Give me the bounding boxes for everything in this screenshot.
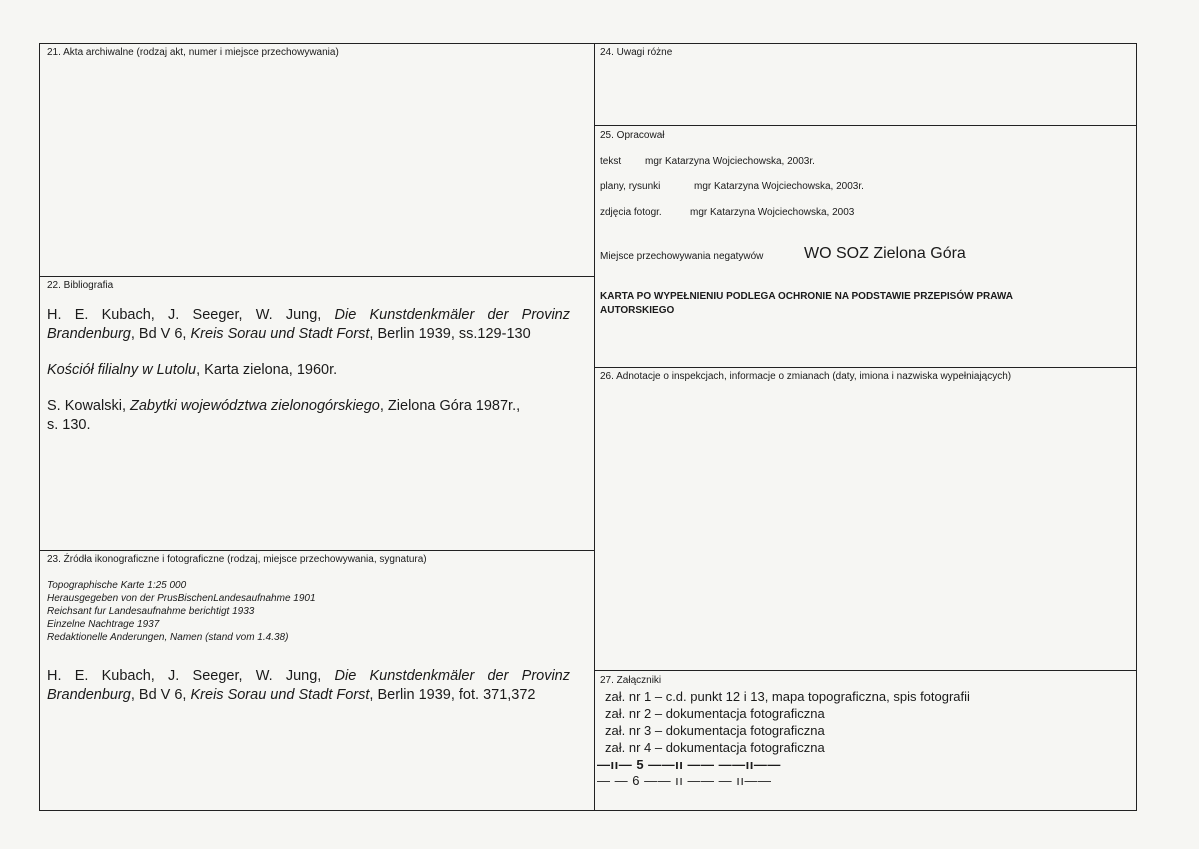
source-ref-title-b: Brandenburg (47, 687, 131, 703)
map-line-4: Einzelne Nachtrage 1937 (47, 619, 160, 630)
entry-3-pub: , Zielona Góra 1987r., (379, 398, 521, 414)
section-24-header: 24. Uwagi różne (600, 47, 673, 58)
map-line-3: Reichsant fur Landesaufnahme berichtigt 1933 (47, 606, 255, 617)
bibliography-entry-3-line-1 (47, 397, 520, 416)
map-line-1: Topographische Karte 1:25 000 (47, 580, 187, 591)
divider-22-23 (39, 550, 595, 551)
divider-25-26 (594, 367, 1137, 368)
negatives-label: Miejsce przechowywania negatywów (600, 251, 764, 262)
author-value-text: mgr Katarzyna Wojciechowska, 2003r. (645, 156, 815, 167)
author-value-plans: mgr Katarzyna Wojciechowska, 2003r. (694, 181, 864, 192)
bibliography-entry-1-line-1 (47, 306, 570, 325)
attachment-1: zał. nr 1 – c.d. punkt 12 i 13, mapa topograficzna, spis fotografii (605, 689, 970, 704)
section-27-header: 27. Załączniki (600, 675, 662, 686)
section-22-header: 22. Bibliografia (47, 280, 114, 291)
section-21-header: 21. Akta archiwalne (rodzaj akt, numer i miejsce przechowywania) (47, 47, 339, 58)
source-ref-pub: , Berlin 1939, fot. 371,372 (369, 687, 536, 703)
copyright-notice-1: KARTA PO WYPEŁNIENIU PODLEGA OCHRONIE NA PODSTAWIE PRZEPISÓW PRAWA (600, 291, 1013, 302)
source-ref-authors: H. E. Kubach, J. Seeger, W. Jung, (47, 668, 322, 684)
source-ref-vol: , Bd V 6, (130, 687, 187, 703)
entry-3-author: S. Kowalski, (47, 398, 126, 414)
source-ref-subtitle: Kreis Sorau und Stadt Forst (190, 687, 370, 703)
bibliography-entry-1-line-2 (47, 325, 531, 344)
bibliography-entry-2 (47, 361, 337, 380)
divider-24-25 (594, 125, 1137, 126)
map-line-5: Redaktionelle Anderungen, Namen (stand vom 1.4.38) (47, 632, 289, 643)
source-ref-line-2 (47, 686, 536, 705)
entry-2-title: Kościół filialny w Lutolu (47, 362, 197, 378)
author-label-text: tekst (600, 156, 622, 167)
entry-1-authors: H. E. Kubach, J. Seeger, W. Jung, (47, 307, 322, 323)
divider-26-27 (594, 670, 1137, 671)
negatives-value: WO SOZ Zielona Góra (804, 245, 966, 262)
column-divider (594, 43, 595, 811)
author-label-photos: zdjęcia fotogr. (600, 207, 662, 218)
section-23-header: 23. Źródła ikonograficzne i fotograficzne (rodzaj, miejsce przechowywania, sygnatura) (47, 554, 427, 565)
source-ref-line-1 (47, 667, 570, 686)
source-ref-title-a: Die Kunstdenkmäler der Provinz (334, 668, 570, 684)
handwritten-attachment-5: —ıı— 5 ——ıı —— ——ıı—— (597, 757, 781, 772)
divider-21-22 (39, 276, 595, 277)
entry-1-vol: , Bd V 6, (130, 326, 187, 342)
map-line-2: Herausgegeben von der PrusBischenLandesaufnahme 1901 (47, 593, 316, 604)
copyright-notice-2: AUTORSKIEGO (600, 305, 675, 316)
entry-1-title-b: Brandenburg (47, 326, 131, 342)
attachment-4: zał. nr 4 – dokumentacja fotograficzna (605, 740, 825, 755)
handwritten-attachment-6: — — 6 —— ıı —— — ıı—— (597, 773, 772, 788)
attachment-2: zał. nr 2 – dokumentacja fotograficzna (605, 706, 825, 721)
author-value-photos: mgr Katarzyna Wojciechowska, 2003 (690, 207, 855, 218)
bibliography-entry-3-line-2: s. 130. (47, 417, 91, 433)
attachment-3: zał. nr 3 – dokumentacja fotograficzna (605, 723, 825, 738)
entry-1-title-a: Die Kunstdenkmäler der Provinz (334, 307, 570, 323)
entry-2-rest: , Karta zielona, 1960r. (196, 362, 338, 378)
author-label-plans: plany, rysunki (600, 181, 661, 192)
section-26-header: 26. Adnotacje o inspekcjach, informacje o zmianach (daty, imiona i nazwiska wypełniających) (600, 371, 1012, 382)
entry-3-title: Zabytki województwa zielonogórskiego (130, 398, 380, 414)
entry-1-pub: , Berlin 1939, ss.129-130 (369, 326, 531, 342)
entry-1-subtitle: Kreis Sorau und Stadt Forst (190, 326, 370, 342)
section-25-header: 25. Opracował (600, 130, 665, 141)
